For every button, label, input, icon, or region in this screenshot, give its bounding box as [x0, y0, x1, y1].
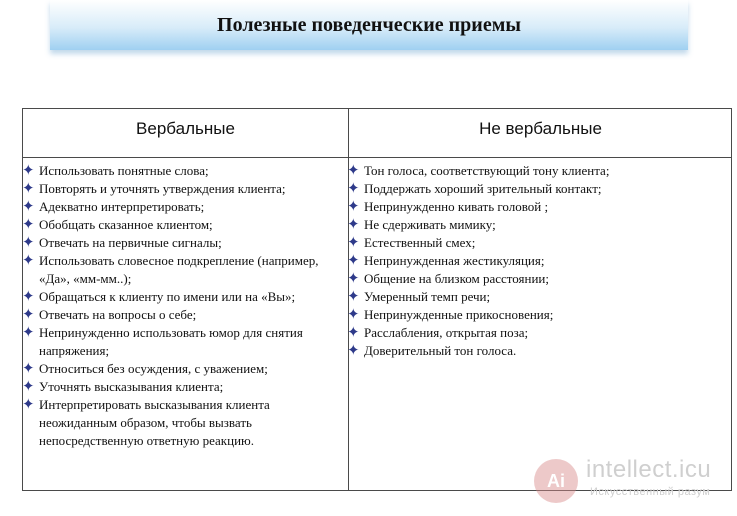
list-item: [22, 306, 343, 324]
four-point-star-icon: ✦: [22, 289, 35, 305]
list-item: [347, 180, 726, 198]
four-point-star-icon: ✦: [22, 307, 35, 323]
list-item: [22, 396, 343, 450]
header-divider: [23, 157, 731, 158]
four-point-star-icon: ✦: [22, 199, 35, 215]
list-item-text: Обращаться к клиенту по имени или на «Вы»;: [39, 289, 296, 304]
four-point-star-icon: ✦: [22, 361, 35, 377]
list-item-text: Поддержать хороший зрительный контакт;: [364, 181, 602, 196]
list-item-text: Использовать словесное подкрепление (например, «Да», «мм-мм..);: [39, 253, 319, 286]
list-item-text: Повторять и уточнять утверждения клиента;: [39, 181, 286, 196]
watermark-subtitle: Искусственный разум: [590, 486, 711, 498]
list-item: [347, 270, 726, 288]
list-item: [22, 198, 343, 216]
list-item-text: Тон голоса, соответствующий тону клиента;: [364, 163, 610, 178]
list-item: [22, 324, 343, 360]
list-item: [22, 378, 343, 396]
title-banner: [50, 0, 688, 50]
list-item: [22, 234, 343, 252]
list-item: [347, 306, 726, 324]
list-item-text: Общение на близком расстоянии;: [364, 271, 549, 286]
watermark-brand: intellect.icu: [586, 456, 712, 483]
list-item-text: Расслабления, открытая поза;: [364, 325, 529, 340]
four-point-star-icon: ✦: [347, 307, 360, 323]
list-item-text: Умеренный темп речи;: [364, 289, 491, 304]
comparison-table: [22, 108, 732, 491]
list-item: [347, 198, 726, 216]
list-item-text: Обобщать сказанное клиентом;: [39, 217, 213, 232]
four-point-star-icon: ✦: [22, 379, 35, 395]
list-item: [22, 360, 343, 378]
list-item: [22, 288, 343, 306]
list-item-text: Отвечать на первичные сигналы;: [39, 235, 222, 250]
list-item: [347, 216, 726, 234]
watermark-logo: [534, 459, 578, 503]
four-point-star-icon: ✦: [22, 397, 35, 413]
four-point-star-icon: ✦: [22, 235, 35, 251]
list-item: [347, 234, 726, 252]
list-item: [347, 342, 726, 360]
four-point-star-icon: ✦: [22, 163, 35, 179]
list-item: [22, 180, 343, 198]
four-point-star-icon: ✦: [347, 325, 360, 341]
list-item-text: Адекватно интерпретировать;: [39, 199, 205, 214]
four-point-star-icon: ✦: [347, 199, 360, 215]
four-point-star-icon: ✦: [347, 271, 360, 287]
list-item: [22, 252, 343, 288]
list-item-text: Относиться без осуждения, с уважением;: [39, 361, 268, 376]
four-point-star-icon: ✦: [347, 343, 360, 359]
list-item: [347, 162, 726, 180]
four-point-star-icon: ✦: [347, 253, 360, 269]
page-title: Полезные поведенческие приемы: [217, 13, 521, 36]
list-item-text: Использовать понятные слова;: [39, 163, 209, 178]
list-item-text: Непринужденно кивать головой ;: [364, 199, 549, 214]
list-item: [347, 288, 726, 306]
list-item: [22, 216, 343, 234]
four-point-star-icon: ✦: [347, 235, 360, 251]
four-point-star-icon: ✦: [22, 217, 35, 233]
four-point-star-icon: ✦: [347, 163, 360, 179]
list-item: [347, 252, 726, 270]
four-point-star-icon: ✦: [347, 289, 360, 305]
four-point-star-icon: ✦: [347, 181, 360, 197]
list-item-text: Не сдерживать мимику;: [364, 217, 496, 232]
list-item-text: Интерпретировать высказывания клиента неожиданным образом, чтобы вызвать непосредственную ответную реакцию.: [39, 397, 270, 448]
list-item: [347, 324, 726, 342]
list-item-text: Естественный смех;: [364, 235, 476, 250]
four-point-star-icon: ✦: [347, 217, 360, 233]
list-item-text: Непринужденно использовать юмор для снятия напряжения;: [39, 325, 303, 358]
list-item-text: Непринужденные прикосновения;: [364, 307, 554, 322]
nonverbal-list: [347, 162, 726, 360]
list-item: [22, 162, 343, 180]
watermark-logo-letters: Ai: [547, 470, 565, 491]
header-verbal: Вербальные: [136, 119, 235, 138]
four-point-star-icon: ✦: [22, 253, 35, 269]
list-item-text: Уточнять высказывания клиента;: [39, 379, 224, 394]
list-item-text: Непринужденная жестикуляция;: [364, 253, 545, 268]
list-item-text: Доверительный тон голоса.: [364, 343, 517, 358]
four-point-star-icon: ✦: [22, 325, 35, 341]
header-nonverbal: Не вербальные: [479, 119, 602, 138]
list-item-text: Отвечать на вопросы о себе;: [39, 307, 197, 322]
four-point-star-icon: ✦: [22, 181, 35, 197]
verbal-list: [22, 162, 343, 450]
